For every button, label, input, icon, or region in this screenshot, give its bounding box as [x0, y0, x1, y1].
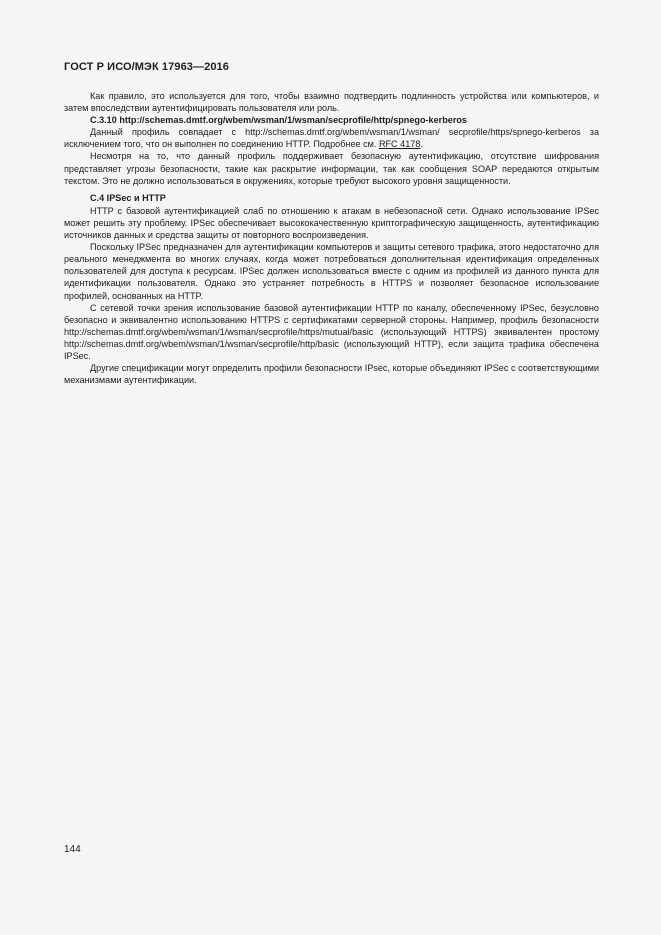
paragraph-profile-description [64, 126, 599, 150]
paragraph-profile-end: . [420, 139, 423, 150]
paragraph-ipsec-purpose: Поскольку IPSec предназначен для аутентификации компьютеров и защиты сетевого трафика, этого недостаточно для реального менеджмента во многих случаях, когда может потребоваться дополнительная идентификация определенных пользователей для доступа к ресурсам. IPSec должен использоваться вместе с одним из профилей из данного пункта для идентификации пользователя. Однако это устраняет потребность в HTTPS и позволяет безопасное использование профилей, основанных на HTTP. [64, 242, 599, 301]
page-number: 144 [64, 844, 81, 855]
paragraph-network-view: С сетевой точки зрения использование базовой аутентификации HTTP по каналу, обеспеченному IPSec, безусловно безопасно и эквивалентно использованию HTTPS с сертификатами серверной стороны. Например, профиль безопасности http://schemas.dmtf.org/wbem/wsman/1/wsman/secprofile/https/mutual/basic (использующий HTTPS) эквивалентен простому http://schemas.dmtf.org/wbem/wsman/1/wsman/secprofile/http/basic (использующий HTTP), если защита трафика обеспечена IPSec. [64, 302, 599, 361]
section-heading-c-3-10: C.3.10 http://schemas.dmtf.org/wbem/wsman/1/wsman/secprofile/http/spnego-kerberos [90, 115, 467, 126]
paragraph-intro: Как правило, это используется для того, чтобы взаимно подтвердить подлинность устройства или компьютеров, и затем впоследствии аутентифицировать пользователя или роль. [64, 91, 599, 114]
paragraph-profile-text: Данный профиль совпадает с http://schemas.dmtf.org/wbem/wsman/1/wsman/ secprofile/https/spnego-kerberos за исключением того, что он выполнен по соединению HTTP. Подробнее см. [64, 127, 599, 150]
document-body [64, 90, 599, 386]
paragraph-ipsec-http: HTTP с базовой аутентификацией слаб по отношению к атакам в небезопасной сети. Однако использование IPSec может решить эту проблему. IPSec обеспечивает высококачественную криптографическую защищенность, аутентификацию источников данных и средства защиты от повторного воспроизведения. [64, 205, 599, 241]
paragraph-security-threats: Несмотря на то, что данный профиль поддерживает безопасную аутентификацию, отсутствие шифрования представляет угрозы безопасности, такие как раскрытие информации, так как сообщения SOAP передаются открытым текстом. Это не должно использоваться в окружениях, которые требуют высокого уровня защищенности. [64, 151, 599, 186]
document-header: ГОСТ Р ИСО/МЭК 17963—2016 [64, 61, 229, 73]
paragraph-other-specs: Другие спецификации могут определить профили безопасности IPsec, которые объединяют IPSec с соответствующими механизмами аутентификации. [64, 363, 599, 386]
section-heading-c-4: C.4 IPSec и HTTP [90, 192, 166, 203]
rfc-4178-link[interactable]: RFC 4178 [378, 139, 421, 150]
